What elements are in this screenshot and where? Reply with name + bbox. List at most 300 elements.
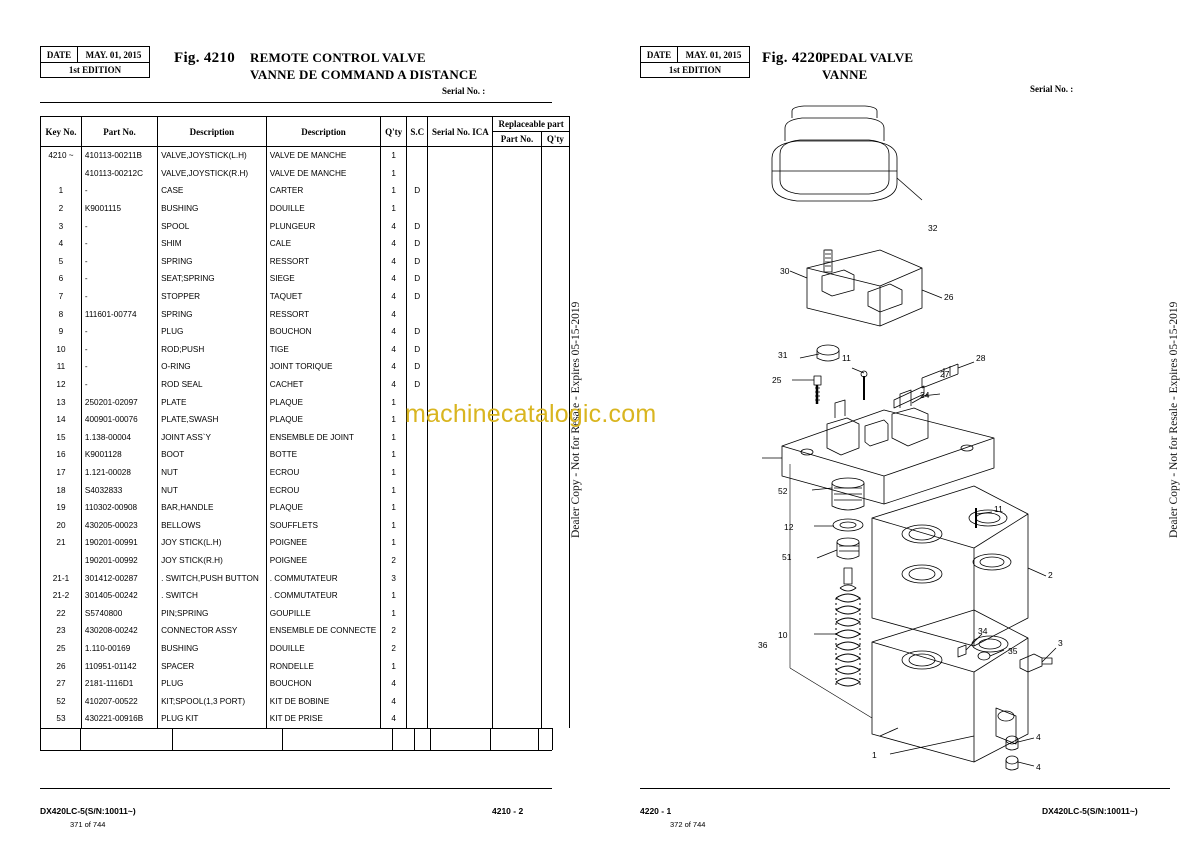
cell-rpart xyxy=(493,675,542,693)
cell-serial xyxy=(428,587,493,605)
cell-serial xyxy=(428,622,493,640)
cell-d2: TAQUET xyxy=(266,288,381,306)
th-desc-en: Description xyxy=(158,117,267,147)
left-title-fr: VANNE DE COMMAND A DISTANCE xyxy=(250,67,478,82)
cell-key: 13 xyxy=(41,393,82,411)
table-frame-bottom xyxy=(40,750,552,751)
cell-qty: 4 xyxy=(381,305,407,323)
cell-d1: JOY STICK(R.H) xyxy=(158,552,267,570)
table-row xyxy=(41,217,570,235)
cell-serial xyxy=(428,217,493,235)
cell-qty: 2 xyxy=(381,640,407,658)
cell-sc: D xyxy=(406,270,427,288)
th-serial: Serial No. ICA xyxy=(428,117,493,147)
cell-rpart xyxy=(493,305,542,323)
column-rule xyxy=(172,728,173,750)
cell-key: 25 xyxy=(41,640,82,658)
cell-d1: KIT;SPOOL(1,3 PORT) xyxy=(158,692,267,710)
cell-rqty xyxy=(541,341,569,359)
cell-d2: BOUCHON xyxy=(266,675,381,693)
column-rule xyxy=(282,728,283,750)
cell-sc xyxy=(406,604,427,622)
cell-d1: VALVE,JOYSTICK(R.H) xyxy=(158,165,267,183)
cell-qty: 1 xyxy=(381,657,407,675)
table-row xyxy=(41,675,570,693)
cell-key: 53 xyxy=(41,710,82,728)
cell-d1: JOINT ASS`Y xyxy=(158,429,267,447)
table-row xyxy=(41,569,570,587)
table-row xyxy=(41,710,570,728)
table-row xyxy=(41,235,570,253)
cell-rqty xyxy=(541,429,569,447)
cell-rqty xyxy=(541,464,569,482)
th-desc-fr: Description xyxy=(266,117,381,147)
cell-serial xyxy=(428,165,493,183)
callout-34: 34 xyxy=(978,626,988,636)
cell-rpart xyxy=(493,446,542,464)
cell-key: 16 xyxy=(41,446,82,464)
cell-d1: ROD;PUSH xyxy=(158,341,267,359)
right-date-label: DATE xyxy=(641,47,678,62)
right-title-en: PEDAL VALVE xyxy=(822,50,914,65)
cell-serial xyxy=(428,464,493,482)
cell-key: 18 xyxy=(41,481,82,499)
right-footer-model: DX420LC-5(S/N:10011~) xyxy=(1042,806,1138,816)
cell-part: 410113-00212C xyxy=(81,165,157,183)
cell-rpart xyxy=(493,165,542,183)
cell-rqty xyxy=(541,305,569,323)
cell-part: 190201-00992 xyxy=(81,552,157,570)
cell-part: - xyxy=(81,358,157,376)
cell-qty: 4 xyxy=(381,270,407,288)
cell-d2: PLUNGEUR xyxy=(266,217,381,235)
cell-d1: NUT xyxy=(158,481,267,499)
cell-part: - xyxy=(81,182,157,200)
callout-51: 51 xyxy=(782,552,792,562)
cell-rpart xyxy=(493,358,542,376)
cell-d1: BELLOWS xyxy=(158,516,267,534)
cell-d2: BOTTE xyxy=(266,446,381,464)
cell-qty: 1 xyxy=(381,481,407,499)
column-rule xyxy=(430,728,431,750)
callout-2: 2 xyxy=(1048,570,1053,580)
cell-sc: D xyxy=(406,182,427,200)
cell-serial xyxy=(428,288,493,306)
cell-rpart xyxy=(493,376,542,394)
th-replaceable-part: Part No. xyxy=(493,132,542,147)
callout-26: 26 xyxy=(944,292,954,302)
cell-serial xyxy=(428,481,493,499)
right-footer-section: 4220 - 1 xyxy=(640,806,672,816)
table-row xyxy=(41,552,570,570)
cell-qty: 1 xyxy=(381,393,407,411)
column-rule xyxy=(538,728,539,750)
cell-d1: BUSHING xyxy=(158,640,267,658)
cell-qty: 3 xyxy=(381,569,407,587)
cell-serial xyxy=(428,358,493,376)
left-figure-number: Fig. 4210 xyxy=(174,50,236,66)
cell-key: 21-2 xyxy=(41,587,82,605)
cell-key: 7 xyxy=(41,288,82,306)
cell-rqty xyxy=(541,640,569,658)
cell-d2: SIEGE xyxy=(266,270,381,288)
table-row xyxy=(41,341,570,359)
cell-sc xyxy=(406,429,427,447)
cell-qty: 1 xyxy=(381,446,407,464)
cell-rpart xyxy=(493,569,542,587)
cell-rpart xyxy=(493,288,542,306)
column-rule xyxy=(80,728,81,750)
cell-key: 4 xyxy=(41,235,82,253)
cell-rpart xyxy=(493,235,542,253)
cell-sc xyxy=(406,692,427,710)
cell-d1: BOOT xyxy=(158,446,267,464)
cell-serial xyxy=(428,341,493,359)
table-row xyxy=(41,376,570,394)
cell-part: - xyxy=(81,323,157,341)
cell-part: K9001115 xyxy=(81,200,157,218)
cell-rqty xyxy=(541,182,569,200)
cell-key: 5 xyxy=(41,253,82,271)
cell-part: - xyxy=(81,253,157,271)
cell-d1: PLATE,SWASH xyxy=(158,411,267,429)
cell-sc xyxy=(406,622,427,640)
cell-d2: CARTER xyxy=(266,182,381,200)
cell-rpart xyxy=(493,552,542,570)
cell-rqty xyxy=(541,622,569,640)
table-row xyxy=(41,182,570,200)
cell-rqty xyxy=(541,587,569,605)
cell-d1: SPRING xyxy=(158,253,267,271)
callout-25: 25 xyxy=(772,375,782,385)
th-replaceable-qty: Q'ty xyxy=(541,132,569,147)
table-row xyxy=(41,481,570,499)
th-sc: S.C xyxy=(406,117,427,147)
cell-key: 20 xyxy=(41,516,82,534)
table-row xyxy=(41,147,570,165)
table-row xyxy=(41,657,570,675)
table-row xyxy=(41,604,570,622)
cell-d1: . SWITCH xyxy=(158,587,267,605)
cell-rpart xyxy=(493,182,542,200)
cell-rqty xyxy=(541,376,569,394)
cell-sc xyxy=(406,481,427,499)
cell-part: 190201-00991 xyxy=(81,534,157,552)
cell-rqty xyxy=(541,481,569,499)
left-serial-label: Serial No. : xyxy=(442,86,486,96)
cell-d2: JOINT TORIQUE xyxy=(266,358,381,376)
cell-rpart xyxy=(493,622,542,640)
table-row xyxy=(41,587,570,605)
cell-d2: . COMMUTATEUR xyxy=(266,587,381,605)
left-footer-pageno: 371 of 744 xyxy=(70,820,106,829)
cell-d2: ENSEMBLE DE CONNECTE xyxy=(266,622,381,640)
cell-part: - xyxy=(81,288,157,306)
cell-serial xyxy=(428,323,493,341)
cell-key: 3 xyxy=(41,217,82,235)
cell-part: 250201-02097 xyxy=(81,393,157,411)
cell-part: 301412-00287 xyxy=(81,569,157,587)
cell-serial xyxy=(428,147,493,165)
cell-d2: PLAQUE xyxy=(266,499,381,517)
right-footer-pageno: 372 of 744 xyxy=(670,820,706,829)
cell-part: 2181-1116D1 xyxy=(81,675,157,693)
table-row xyxy=(41,253,570,271)
cell-sc xyxy=(406,587,427,605)
cell-qty: 4 xyxy=(381,323,407,341)
cell-rpart xyxy=(493,341,542,359)
cell-qty: 4 xyxy=(381,253,407,271)
cell-rqty xyxy=(541,235,569,253)
cell-rpart xyxy=(493,640,542,658)
cell-part: 111601-00774 xyxy=(81,305,157,323)
cell-part: S4032833 xyxy=(81,481,157,499)
right-title-fr: VANNE xyxy=(822,67,868,82)
cell-key: 15 xyxy=(41,429,82,447)
cell-d2: RESSORT xyxy=(266,305,381,323)
cell-sc xyxy=(406,147,427,165)
table-row xyxy=(41,516,570,534)
cell-rpart xyxy=(493,429,542,447)
cell-d1: SPACER xyxy=(158,657,267,675)
table-row xyxy=(41,200,570,218)
cell-sc xyxy=(406,675,427,693)
cell-d2: PLAQUE xyxy=(266,393,381,411)
cell-d1: NUT xyxy=(158,464,267,482)
cell-d2: ECROU xyxy=(266,464,381,482)
cell-d1: SPOOL xyxy=(158,217,267,235)
cell-sc: D xyxy=(406,288,427,306)
cell-rqty xyxy=(541,323,569,341)
cell-sc: D xyxy=(406,323,427,341)
cell-qty: 4 xyxy=(381,288,407,306)
cell-d2: RONDELLE xyxy=(266,657,381,675)
cell-sc: D xyxy=(406,358,427,376)
callout-1: 1 xyxy=(872,750,877,760)
cell-sc: D xyxy=(406,253,427,271)
cell-serial xyxy=(428,253,493,271)
cell-rqty xyxy=(541,657,569,675)
cell-serial xyxy=(428,604,493,622)
cell-d2: DOUILLE xyxy=(266,200,381,218)
cell-d1: PLUG xyxy=(158,675,267,693)
cell-qty: 4 xyxy=(381,341,407,359)
cell-qty: 4 xyxy=(381,217,407,235)
callout-11b: 11 xyxy=(994,504,1003,514)
column-rule xyxy=(490,728,491,750)
cell-d1: SEAT;SPRING xyxy=(158,270,267,288)
cell-qty: 1 xyxy=(381,464,407,482)
table-row xyxy=(41,358,570,376)
cell-sc xyxy=(406,499,427,517)
cell-serial xyxy=(428,569,493,587)
cell-rqty xyxy=(541,604,569,622)
cell-rpart xyxy=(493,587,542,605)
th-qty: Q'ty xyxy=(381,117,407,147)
cell-qty: 4 xyxy=(381,358,407,376)
cell-serial xyxy=(428,499,493,517)
cell-serial xyxy=(428,305,493,323)
cell-part: - xyxy=(81,341,157,359)
cell-part: - xyxy=(81,235,157,253)
cell-part: 410113-00211B xyxy=(81,147,157,165)
cell-key: 21-1 xyxy=(41,569,82,587)
cell-rpart xyxy=(493,217,542,235)
cell-d2: SOUFFLETS xyxy=(266,516,381,534)
cell-key xyxy=(41,552,82,570)
callout-35: 35 xyxy=(1008,646,1018,656)
cell-qty: 1 xyxy=(381,516,407,534)
cell-serial xyxy=(428,675,493,693)
cell-serial xyxy=(428,376,493,394)
cell-rpart xyxy=(493,657,542,675)
table-row xyxy=(41,692,570,710)
cell-rqty xyxy=(541,217,569,235)
cell-part: 430208-00242 xyxy=(81,622,157,640)
callout-32: 32 xyxy=(928,223,938,233)
left-date-label: DATE xyxy=(41,47,78,62)
callout-11a: 11 xyxy=(842,353,851,363)
cell-d2: RESSORT xyxy=(266,253,381,271)
cell-sc: D xyxy=(406,376,427,394)
cell-d1: PLUG KIT xyxy=(158,710,267,728)
th-key: Key No. xyxy=(41,117,82,147)
cell-qty: 2 xyxy=(381,622,407,640)
column-rule xyxy=(392,728,393,750)
cell-d1: PLUG xyxy=(158,323,267,341)
cell-key: 10 xyxy=(41,341,82,359)
left-watermark-vertical: Dealer Copy - Not for Resale - Expires 05-15-2019 xyxy=(570,301,582,538)
cell-d2: PLAQUE xyxy=(266,411,381,429)
cell-rqty xyxy=(541,534,569,552)
cell-sc: D xyxy=(406,217,427,235)
cell-d2: KIT DE BOBINE xyxy=(266,692,381,710)
cell-key: 27 xyxy=(41,675,82,693)
table-row xyxy=(41,464,570,482)
cell-rqty xyxy=(541,499,569,517)
cell-key: 26 xyxy=(41,657,82,675)
cell-rpart xyxy=(493,323,542,341)
cell-qty: 1 xyxy=(381,587,407,605)
callout-27: 27 xyxy=(940,369,950,379)
cell-rpart xyxy=(493,604,542,622)
cell-rqty xyxy=(541,552,569,570)
cell-qty: 4 xyxy=(381,692,407,710)
cell-qty: 2 xyxy=(381,552,407,570)
cell-qty: 1 xyxy=(381,604,407,622)
cell-qty: 4 xyxy=(381,235,407,253)
cell-d1: STOPPER xyxy=(158,288,267,306)
cell-sc xyxy=(406,165,427,183)
left-title-en: REMOTE CONTROL VALVE xyxy=(250,50,426,65)
cell-sc xyxy=(406,710,427,728)
table-row xyxy=(41,288,570,306)
site-watermark: machinecatalogic.com xyxy=(405,400,657,428)
cell-part: - xyxy=(81,217,157,235)
cell-rpart xyxy=(493,710,542,728)
cell-rqty xyxy=(541,516,569,534)
cell-part: - xyxy=(81,270,157,288)
cell-qty: 4 xyxy=(381,710,407,728)
callout-4b: 4 xyxy=(1036,762,1041,772)
cell-part: 400901-00076 xyxy=(81,411,157,429)
cell-sc xyxy=(406,464,427,482)
column-rule xyxy=(552,728,553,750)
cell-key xyxy=(41,165,82,183)
cell-rqty xyxy=(541,270,569,288)
cell-rpart xyxy=(493,481,542,499)
table-row xyxy=(41,429,570,447)
table-bottom-rule xyxy=(40,728,552,729)
cell-d1: SHIM xyxy=(158,235,267,253)
cell-part: 430205-00023 xyxy=(81,516,157,534)
callout-4a: 4 xyxy=(1036,732,1041,742)
callout-30: 30 xyxy=(780,266,790,276)
callout-3: 3 xyxy=(1058,638,1063,648)
column-rule xyxy=(40,728,41,750)
cell-qty: 4 xyxy=(381,376,407,394)
right-serial-label: Serial No. : xyxy=(1030,84,1074,94)
cell-rqty xyxy=(541,253,569,271)
cell-key: 1 xyxy=(41,182,82,200)
cell-qty: 1 xyxy=(381,182,407,200)
cell-part: - xyxy=(81,376,157,394)
cell-rpart xyxy=(493,200,542,218)
table-row xyxy=(41,534,570,552)
cell-d2: POIGNEE xyxy=(266,534,381,552)
cell-sc xyxy=(406,446,427,464)
cell-key: 8 xyxy=(41,305,82,323)
cell-rpart xyxy=(493,516,542,534)
cell-rpart xyxy=(493,692,542,710)
cell-serial xyxy=(428,200,493,218)
table-row xyxy=(41,270,570,288)
cell-d2: VALVE DE MANCHE xyxy=(266,165,381,183)
cell-key: 19 xyxy=(41,499,82,517)
cell-rqty xyxy=(541,288,569,306)
cell-rqty xyxy=(541,675,569,693)
cell-d2: POIGNEE xyxy=(266,552,381,570)
left-footer-model: DX420LC-5(S/N:10011~) xyxy=(40,806,136,816)
cell-part: 410207-00522 xyxy=(81,692,157,710)
left-date-value: MAY. 01, 2015 xyxy=(85,49,142,60)
callout-10: 10 xyxy=(778,630,788,640)
cell-d1: JOY STICK(L.H) xyxy=(158,534,267,552)
cell-d1: VALVE,JOYSTICK(L.H) xyxy=(158,147,267,165)
cell-rqty xyxy=(541,165,569,183)
cell-serial xyxy=(428,516,493,534)
cell-key: 14 xyxy=(41,411,82,429)
callout-52: 52 xyxy=(778,486,788,496)
cell-part: 301405-00242 xyxy=(81,587,157,605)
cell-qty: 4 xyxy=(381,675,407,693)
cell-d2: TIGE xyxy=(266,341,381,359)
cell-rpart xyxy=(493,499,542,517)
callout-12: 12 xyxy=(784,522,794,532)
cell-d2: CALE xyxy=(266,235,381,253)
cell-serial xyxy=(428,710,493,728)
left-date-box xyxy=(40,46,150,78)
cell-serial xyxy=(428,552,493,570)
cell-sc xyxy=(406,200,427,218)
right-date-value: MAY. 01, 2015 xyxy=(685,49,742,60)
cell-part: 110302-00908 xyxy=(81,499,157,517)
table-row xyxy=(41,622,570,640)
cell-key: 21 xyxy=(41,534,82,552)
cell-d1: BAR,HANDLE xyxy=(158,499,267,517)
cell-key: 52 xyxy=(41,692,82,710)
cell-rpart xyxy=(493,464,542,482)
